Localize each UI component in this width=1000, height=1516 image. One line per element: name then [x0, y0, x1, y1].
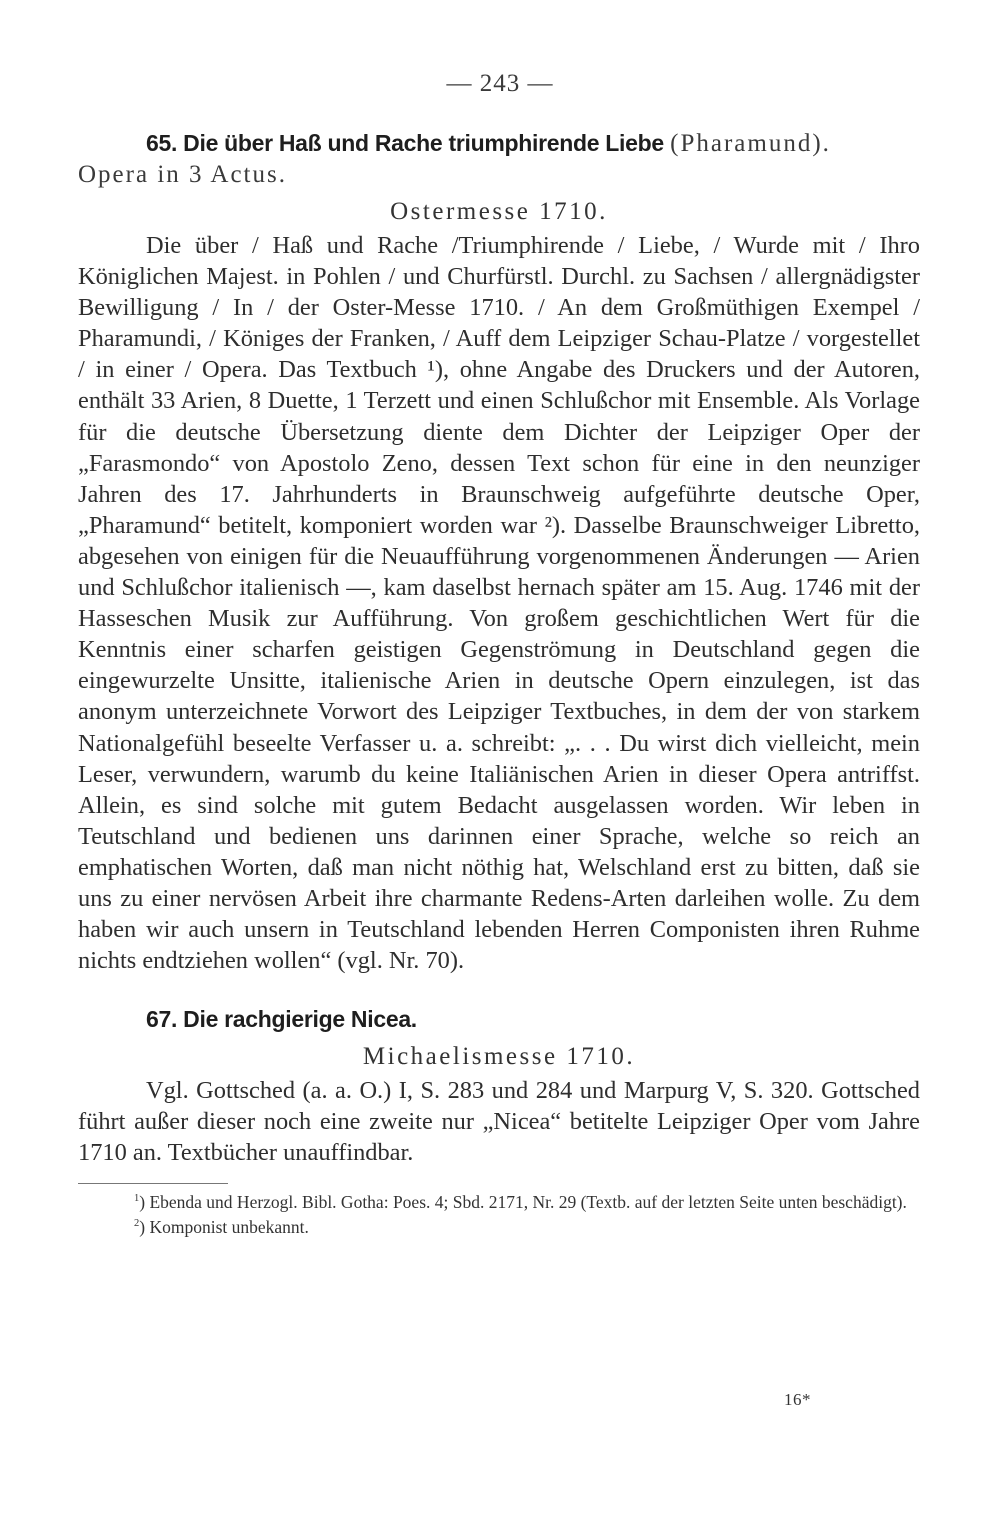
entry-65-paragraph [78, 230, 920, 976]
footnote-2: $^2$) Komponist unbekannt. [134, 1216, 309, 1237]
footnote-2-text: Komponist unbekannt. [149, 1216, 309, 1237]
footnotes [78, 1190, 920, 1240]
signature-mark: 16* [784, 1390, 811, 1409]
page-number: — 243 — [446, 70, 554, 97]
entry-67-paragraph-text: Vgl. Gottsched (a. a. O.) I, S. 283 und 284 und Marpurg V, S. 320. Gottsched führt außer dieser noch eine zweite nur „Nicea“ betitelte Leipziger Oper vom Jahre 1710 an. Textbücher unauffindbar. [78, 1077, 920, 1167]
entry-67-fair: Michaelismesse 1710. [362, 1043, 636, 1071]
footnote-1-text: Ebenda und Herzogl. Bibl. Gotha: Poes. 4; Sbd. 2171, Nr. 29 (Textb. auf der letzten Seite unten beschädigt). [149, 1191, 907, 1212]
footnote-1-marker: 1 [134, 1192, 140, 1204]
footnote-2-marker: 2 [134, 1217, 140, 1229]
entry-65-title: 65. Die über Haß und Rache triumphirende Liebe [146, 130, 664, 156]
entry-65-subtitle-part2: Opera in 3 Actus. [78, 161, 287, 188]
entry-65-subtitle-part1: (Pharamund). [670, 130, 831, 157]
entry-65-heading [78, 128, 920, 190]
entry-65-fair: Ostermesse 1710. [390, 198, 608, 225]
footnote-1: $^1$) Ebenda und Herzogl. Bibl. Gotha: Poes. 4; Sbd. 2171, Nr. 29 (Textb. auf der letzten Seite unten beschädigt). [134, 1191, 907, 1212]
entry-67-paragraph [78, 1075, 920, 1168]
entry-67-heading [78, 1004, 920, 1035]
page-content [78, 128, 920, 1240]
entry-65-paragraph-text: Die über / Haß und Rache /Triumphirende / Liebe, / Wurde mit / Ihro Königlichen Majest. in Pohlen / und Churfürstl. Durchl. zu Sachsen / allergnädigster Bewilligung / In / der Oster-Messe 1710. / An dem Großmüthigen Exempel / Pharamundi, / Königes der Franken, / Auff dem Leipziger Schau-Platze / vorgestellet / in einer / Opera. Das Textbuch ¹), ohne Angabe des Druckers und der Autoren, enthält 33 Arien, 8 Duette, 1 Terzett und einen Schlußchor mit Ensemble. Als Vorlage für die deutsche Übersetzung diente dem Dichter der Leipziger Oper der „Farasmondo“ von Apostolo Zeno, dessen Text schon für eine in den neunziger Jahren des 17. Jahrhunderts in Braunschweig aufgeführte deutsche Oper, „Pharamund“ betitelt, komponiert worden war ²). Dasselbe Braunschweiger Libretto, abgesehen von einigen für die Neuaufführung vorgenommenen Änderungen — Arien und Schlußchor italienisch —, kam daselbst hernach später am 15. Aug. 1746 mit der Hasseschen Musik zur Aufführung. Von großem geschichtlichen Wert für die Kenntnis einer scharfen geistigen Gegenströmung in Deutschland gegen die eingewurzelte Unsitte, italienische Arien in deutsche Opern einzulegen, ist das anonym unterzeichnete Vorwort des Leipziger Textbuches, in dem der von starkem Nationalgefühl beseelte Verfasser u. a. schreibt: „. . . Du wirst dich vielleicht, mein Leser, verwundern, warumb du keine Italiänischen Arien in dieser Opera antriffst. Allein, es sind solche mit gutem Bedacht ausgelassen worden. Wir leben in Teutschland und bedienen uns darinnen einer Sprache, welche so reich an emphatischen Worten, daß man nicht nöthig hat, Welschland erst zu bitten, daß sie uns zu einer nervösen Arbeit ihre charmante Redens-Arten darleihen wolle. Zu dem haben wir auch unsern in Teutschland lebenden Herren Componisten ihren Ruhme nichts endtziehen wollen“ (vgl. Nr. 70). [78, 232, 920, 975]
entry-67-title: 67. Die rachgierige Nicea. [146, 1006, 417, 1033]
footnote-divider [78, 1183, 228, 1184]
